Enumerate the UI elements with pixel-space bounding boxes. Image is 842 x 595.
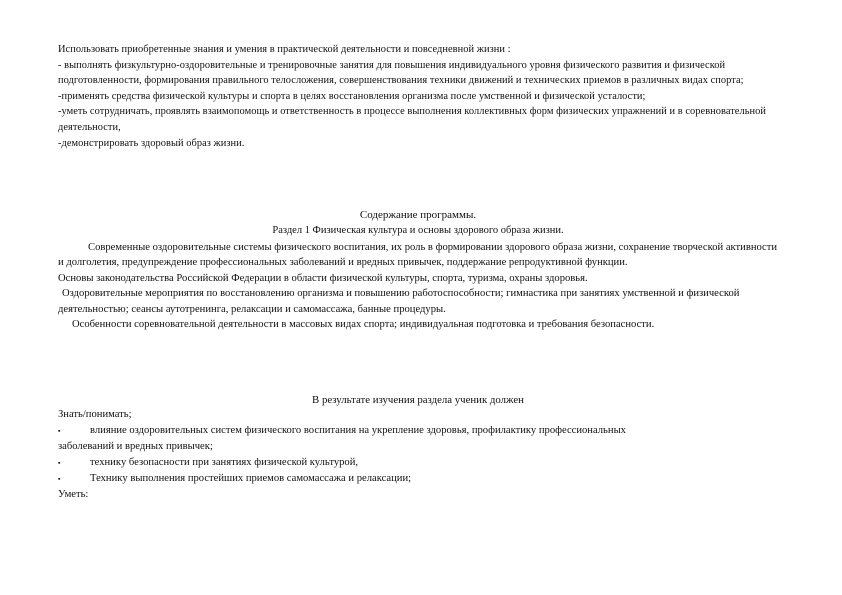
content-paragraph: Современные оздоровительные системы физического воспитания, их роль в формировании здорового образа жизни, сохранение творческой активности и долголетия, предупреждение профессиональных заболеваний и вредных привычек, поддержание репродуктивной функции. [58,242,778,269]
know-label: Знать/понимать; [58,409,132,420]
program-heading: Содержание программы. [359,209,477,221]
list-item-continuation: заболеваний и вредных привычек; [58,441,213,452]
content-paragraph: Особенности соревновательной деятельности в массовых видах спорта; индивидуальная подготовка и требования безопасности. [72,319,655,331]
list-item [58,455,778,471]
bullet-icon: ▪ [58,475,61,483]
bullet-icon: ▪ [58,459,61,467]
section-title: Раздел 1 Физическая культура и основы здорового образа жизни. [272,225,564,236]
can-label: Уметь: [58,489,89,500]
intro-line: - выполнять физкультурно-оздоровительные и тренировочные занятия для повышения индивидуального уровня физического развития и физической подготовленности, формирования правильного телосложения, совершенствования техники движений и технических приемов в различных видах спорта; [58,59,744,87]
list-item [58,423,778,439]
content-paragraph: Основы законодательства Российской Федерации в области физической культуры, спорта, туризма, охраны здоровья. [58,272,588,284]
list-item [58,471,778,487]
list-item-text: техникy безопасности при занятиях физической культурой, [90,457,359,468]
intro-line: -применять средства физической культуры и спорта в целях восстановления организма после умственной и физической усталости; [58,90,646,102]
intro-block [58,42,778,151]
results-block [58,407,778,503]
intro-line: Использовать приобретенные знания и умения в практической деятельности и повседневной жизни : [58,44,511,55]
intro-line: -уметь сотрудничать, проявлять взаимопомощь и ответственность в процессе выполнения коллективных форм физических упражнений и в соревновательной деятельности, [58,106,766,133]
program-content [58,240,778,332]
bullet-icon: ▪ [58,427,61,435]
content-paragraph: Оздоровительные мероприятия по восстановлению организма и повышению работоспособности; гимнастика при занятиях умственной и физической деятельностью; сеансы аутотренинга, релаксации и самомассажа, банные процедуры. [58,288,740,315]
results-heading: В результате изучения раздела ученик должен [312,394,524,406]
list-item-text: влияние оздоровительных систем физического воспитания на укрепление здоровья, профилактику профессиональных [90,425,626,436]
list-item-text: Техникy выполнения простейших приемов самомассажа и релаксации; [90,473,412,484]
intro-line: -демонстрировать здоровый образ жизни. [58,137,245,149]
